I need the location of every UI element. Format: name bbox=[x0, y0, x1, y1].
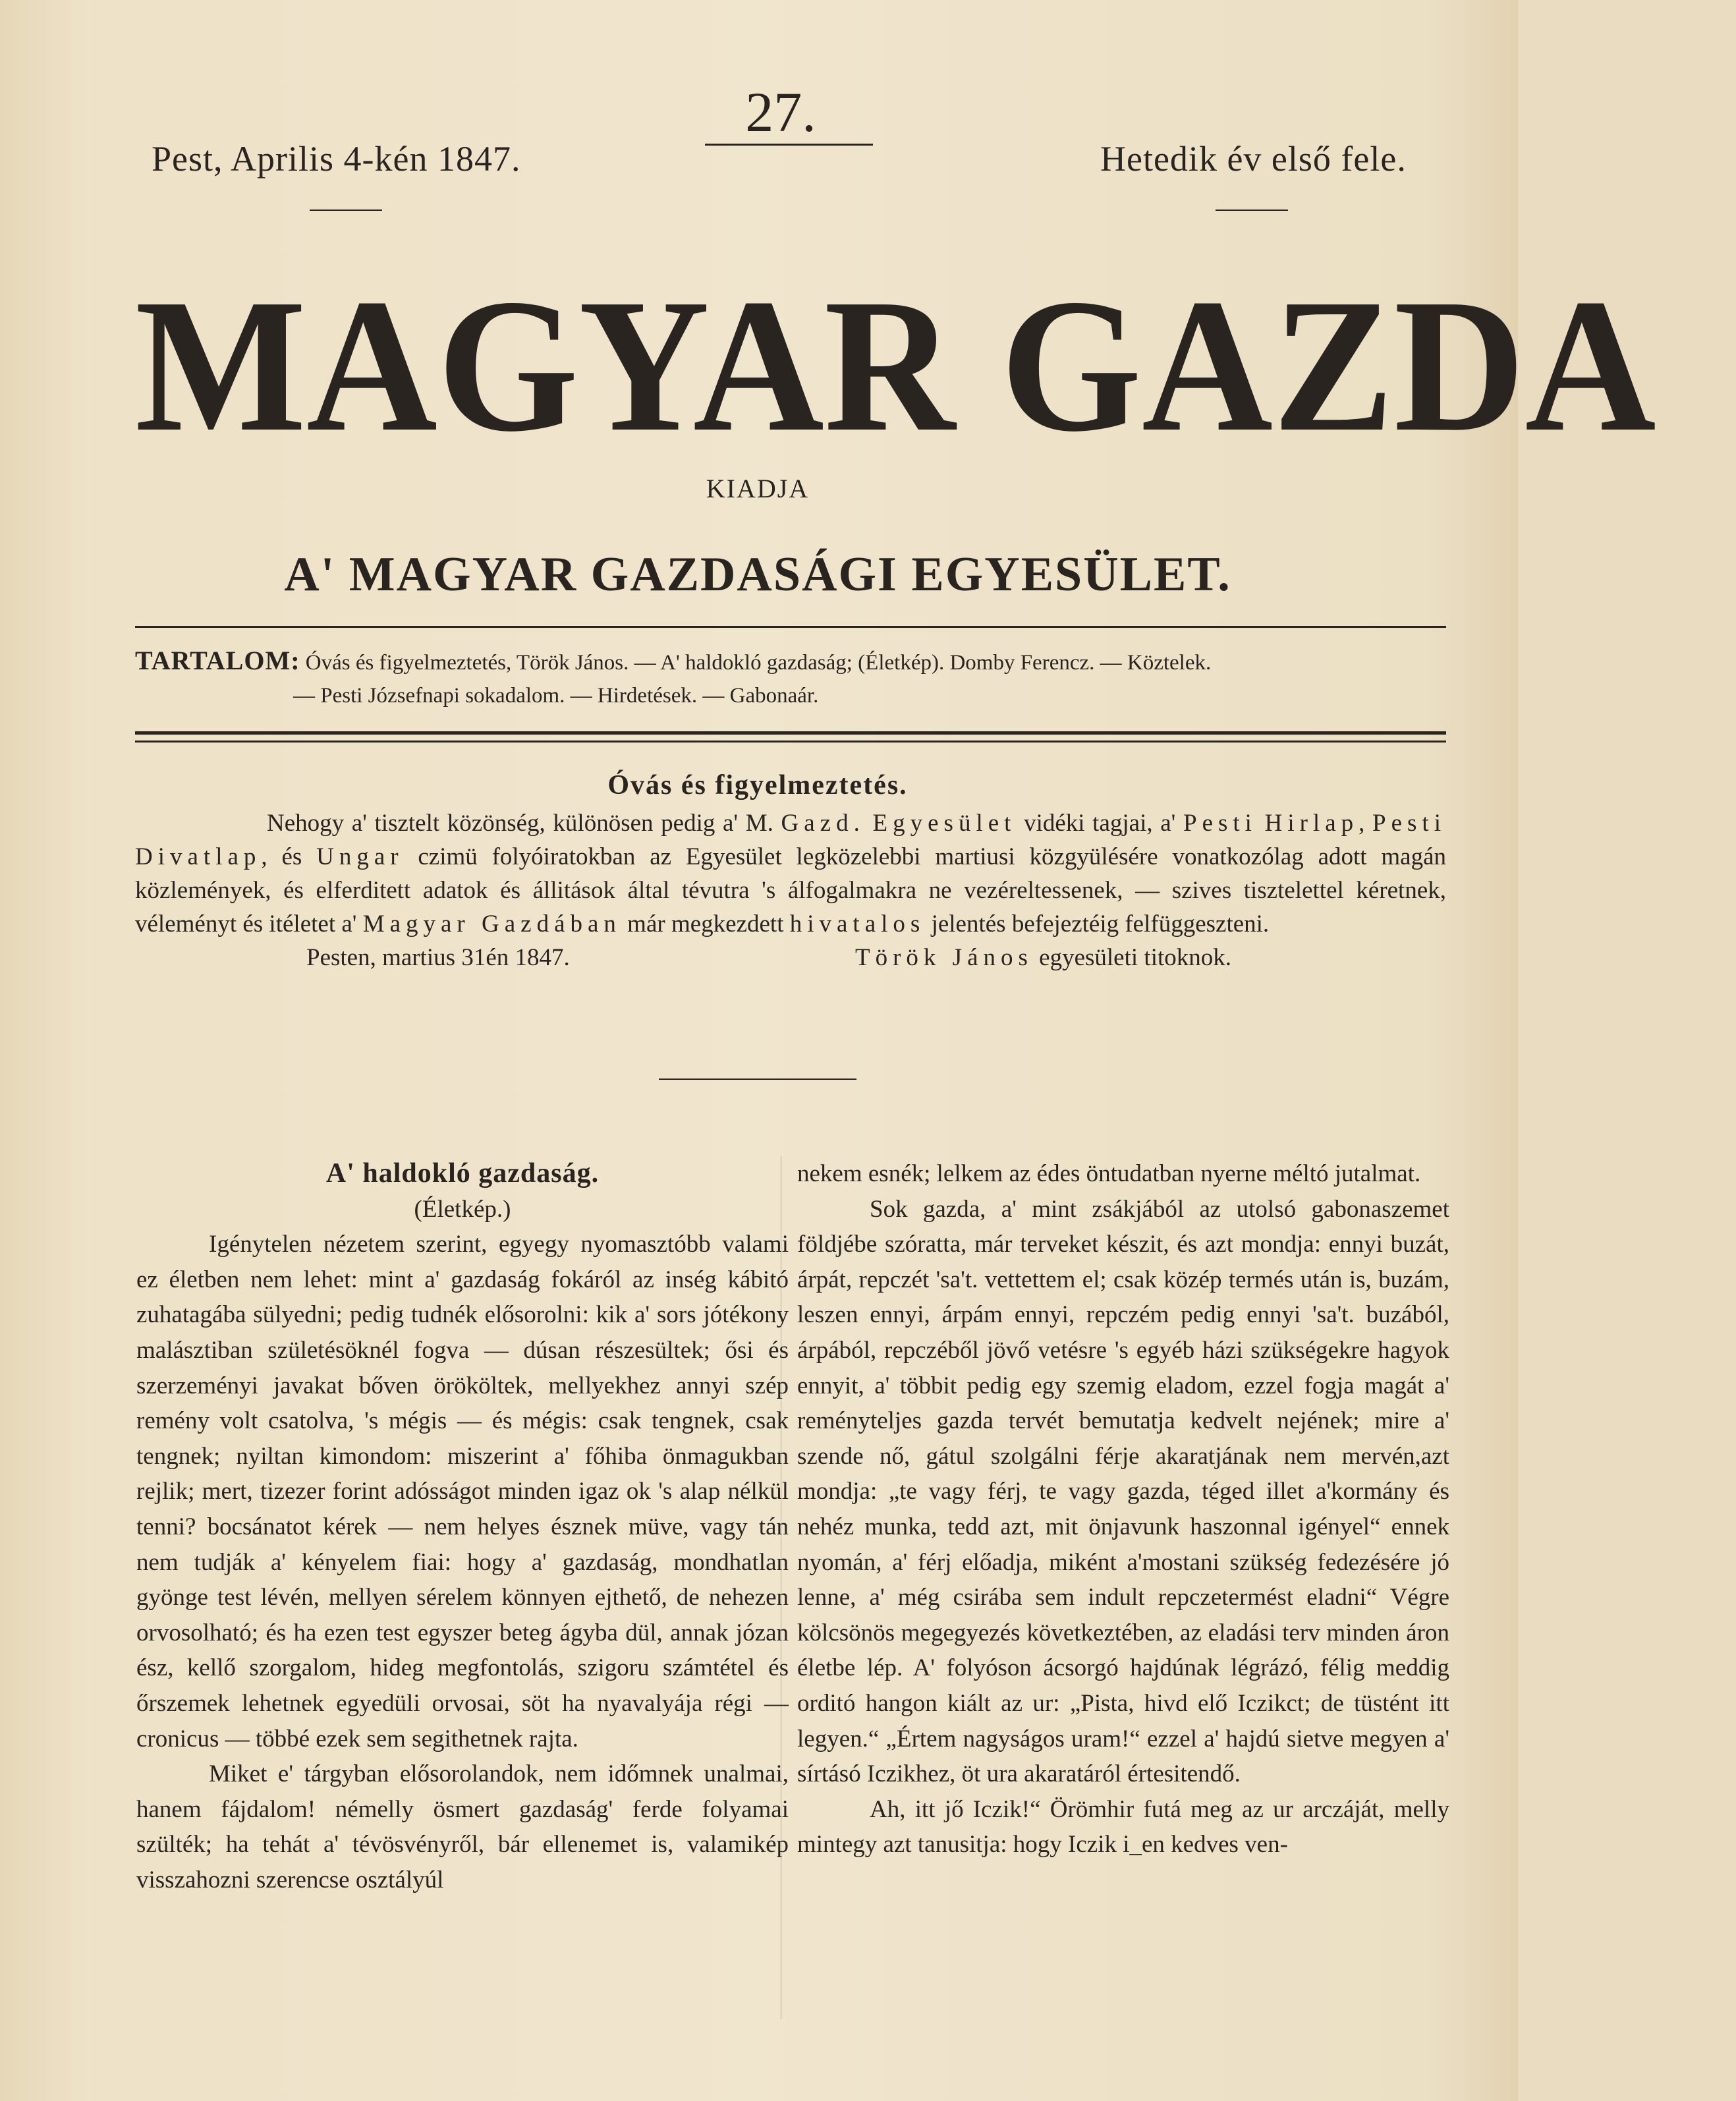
masthead-kiadja: KIADJA bbox=[706, 474, 810, 503]
volume-line: Hetedik év első fele. bbox=[1100, 139, 1407, 179]
dateline: Pest, Aprilis 4-kén 1847. bbox=[152, 139, 521, 179]
double-rule-bottom bbox=[135, 741, 1446, 742]
volume-rule bbox=[1216, 210, 1288, 211]
masthead-title: MAGYAR GAZDA bbox=[135, 260, 1656, 471]
contents-label: TARTALOM: bbox=[135, 646, 300, 675]
article-paragraph: Sok gazda, a' mint zsákjából az utolsó gabonaszemet földjébe szóratta, már terveket készit, és azt mondja: ennyi buzát, árpát, repczét 'sa't. vettettem el; csak közép termés után is, buzám, leszen ennyi, árpám ennyi, repczém pedig ennyi 'sa't. buzából, árpából, repczéből jövő vetésre 's egyéb házi szükségekre hagyok ennyit, a' többit pedig egy szemig eladom, ezzel fogja magát a' reményteljes gazda tervét bemutatja kedvelt nejének; mire a' szende nő, gátul szolgálni férje akaratjának nem mervén,azt mondja: „te vagy férj, te vagy gazda, téged illet a'kormány és nehéz munka, tedd azt, mit önjavunk haszonnal igényel“ ennek nyomán, a' férj előadja, miként a'mostani szükség fedezésére jó lenne, a' még csirába sem indult repczetermést eladni“ Végre kölcsönös megegyezés következtében, az eladási terv minden áron életbe lép. A' folyóson ácsorgó hajdúnak légrázó, félig meddig orditó hangon kiált az ur: „Pista, hivd elő Iczikct; de tüstént itt legyen.“ „Értem nagyságos uram!“ ezzel a' hajdú sietve megyen a' sírtásó Iczikhez, öt ura akaratáról értesitendő. bbox=[797, 1195, 1449, 1788]
notice-heading: Óvás és figyelmeztetés. bbox=[607, 770, 908, 800]
issue-rule bbox=[705, 144, 873, 146]
article-column-right bbox=[797, 1156, 1449, 1863]
article-paragraph: Igénytelen nézetem szerint, egyegy nyomasztóbb valami ez életben nem lehet: mint a' gazdaság fokáról az inség kábitó zuhatagába sülyedni; pedig tudnék elősorolni: kik a' sors jótékony malásztiban születésöknél fogva — dúsan részesültek; ősi és szerzeményi javakat bőven örököltek, mellyekhez annyi szép remény volt csatolva, 's mégis — és mégis: csak tengnek, csak tengnek; nyiltan kimondom: miszerint a' főhiba önmagukban rejlik; mert, tizezer forint adósságot minden igaz ok 's alap nélkül tenni? bocsánatot kérek — nem helyes észnek müve, vagy tán nem tudják a' kényelem fiai: hogy a' gazdaság, mondhatlan gyönge test lévén, mellyen sérelem könnyen ejthető, de nehezen orvosolható; és ha ezen test egyszer beteg ágyba dül, annak józan ész, kellő szorgalom, hideg megfontolás, szigoru számtétel és őrszemek lehetnek egyedüli orvosai, söt ha nyavalyája régi — cronicus — többé ezek sem segithetnek rajta. bbox=[136, 1231, 789, 1752]
contents-line-1 bbox=[135, 644, 1446, 679]
article-title: A' haldokló gazdaság. bbox=[325, 1158, 600, 1189]
table-of-contents bbox=[135, 644, 1446, 712]
contents-line-2: — Pesti Józsefnapi sokadalom. — Hirdetések. — Gabonaár. bbox=[293, 684, 819, 708]
contents-top-rule bbox=[135, 626, 1446, 628]
article-paragraph: nekem esnék; lelkem az édes öntudatban nyerne méltó jutalmat. bbox=[797, 1160, 1421, 1187]
notice-paragraph: Nehogy a' tisztelt közönség, különösen pedig a' M. Gazd. Egyesület vidéki tagjai, a' Pesti Hirlap, Pesti Divatlap, és Ungar czimü folyóiratokban az Egyesület legközelebbi martiusi közgyülésére vonatkozólag adott magán közlemények, és elferditett adatok és állitások által tévutra 's álfogalmakra ne vezéreltessenek, — szives tisztelettel kéretnek, véleményt és itéletet a' Magyar Gazdában már megkezdett hivatalos jelentés befejeztéig felfüggeszteni. bbox=[135, 810, 1446, 938]
double-rule-top bbox=[135, 731, 1446, 735]
issue-number: 27. bbox=[745, 80, 816, 144]
notice-place-date: Pesten, martius 31én 1847. bbox=[306, 944, 570, 971]
dateline-rule bbox=[310, 210, 382, 211]
contents-text-1: Óvás és figyelmeztetés, Török János. — A' haldokló gazdaság; (Életkép). Domby Ferencz. — Köztelek. bbox=[305, 651, 1212, 675]
article-column-left bbox=[136, 1156, 789, 1897]
section-divider bbox=[659, 1079, 856, 1080]
publisher-name: A' MAGYAR GAZDASÁGI EGYESÜLET. bbox=[284, 547, 1231, 602]
article-subtitle: (Életkép.) bbox=[414, 1195, 511, 1223]
article-paragraph: Ah, itt jő Iczik!“ Örömhir futá meg az ur arczáját, melly mintegy azt tanusitja: hogy Iczik i_en kedves ven- bbox=[797, 1795, 1449, 1859]
notice-signature: Török János egyesületi titoknok. bbox=[855, 944, 1232, 971]
notice-body bbox=[135, 806, 1446, 974]
article-paragraph: Miket e' tárgyban elősorolandok, nem időmnek unalmai, hanem fájdalom! némelly ösmert gazdaság' ferde folyamai szülték; ha tehát a' tévösvényről, bár ellenemet is, valamikép visszahozni szerencse osztályúl bbox=[136, 1760, 789, 1893]
notice-signature-row bbox=[135, 941, 1446, 974]
